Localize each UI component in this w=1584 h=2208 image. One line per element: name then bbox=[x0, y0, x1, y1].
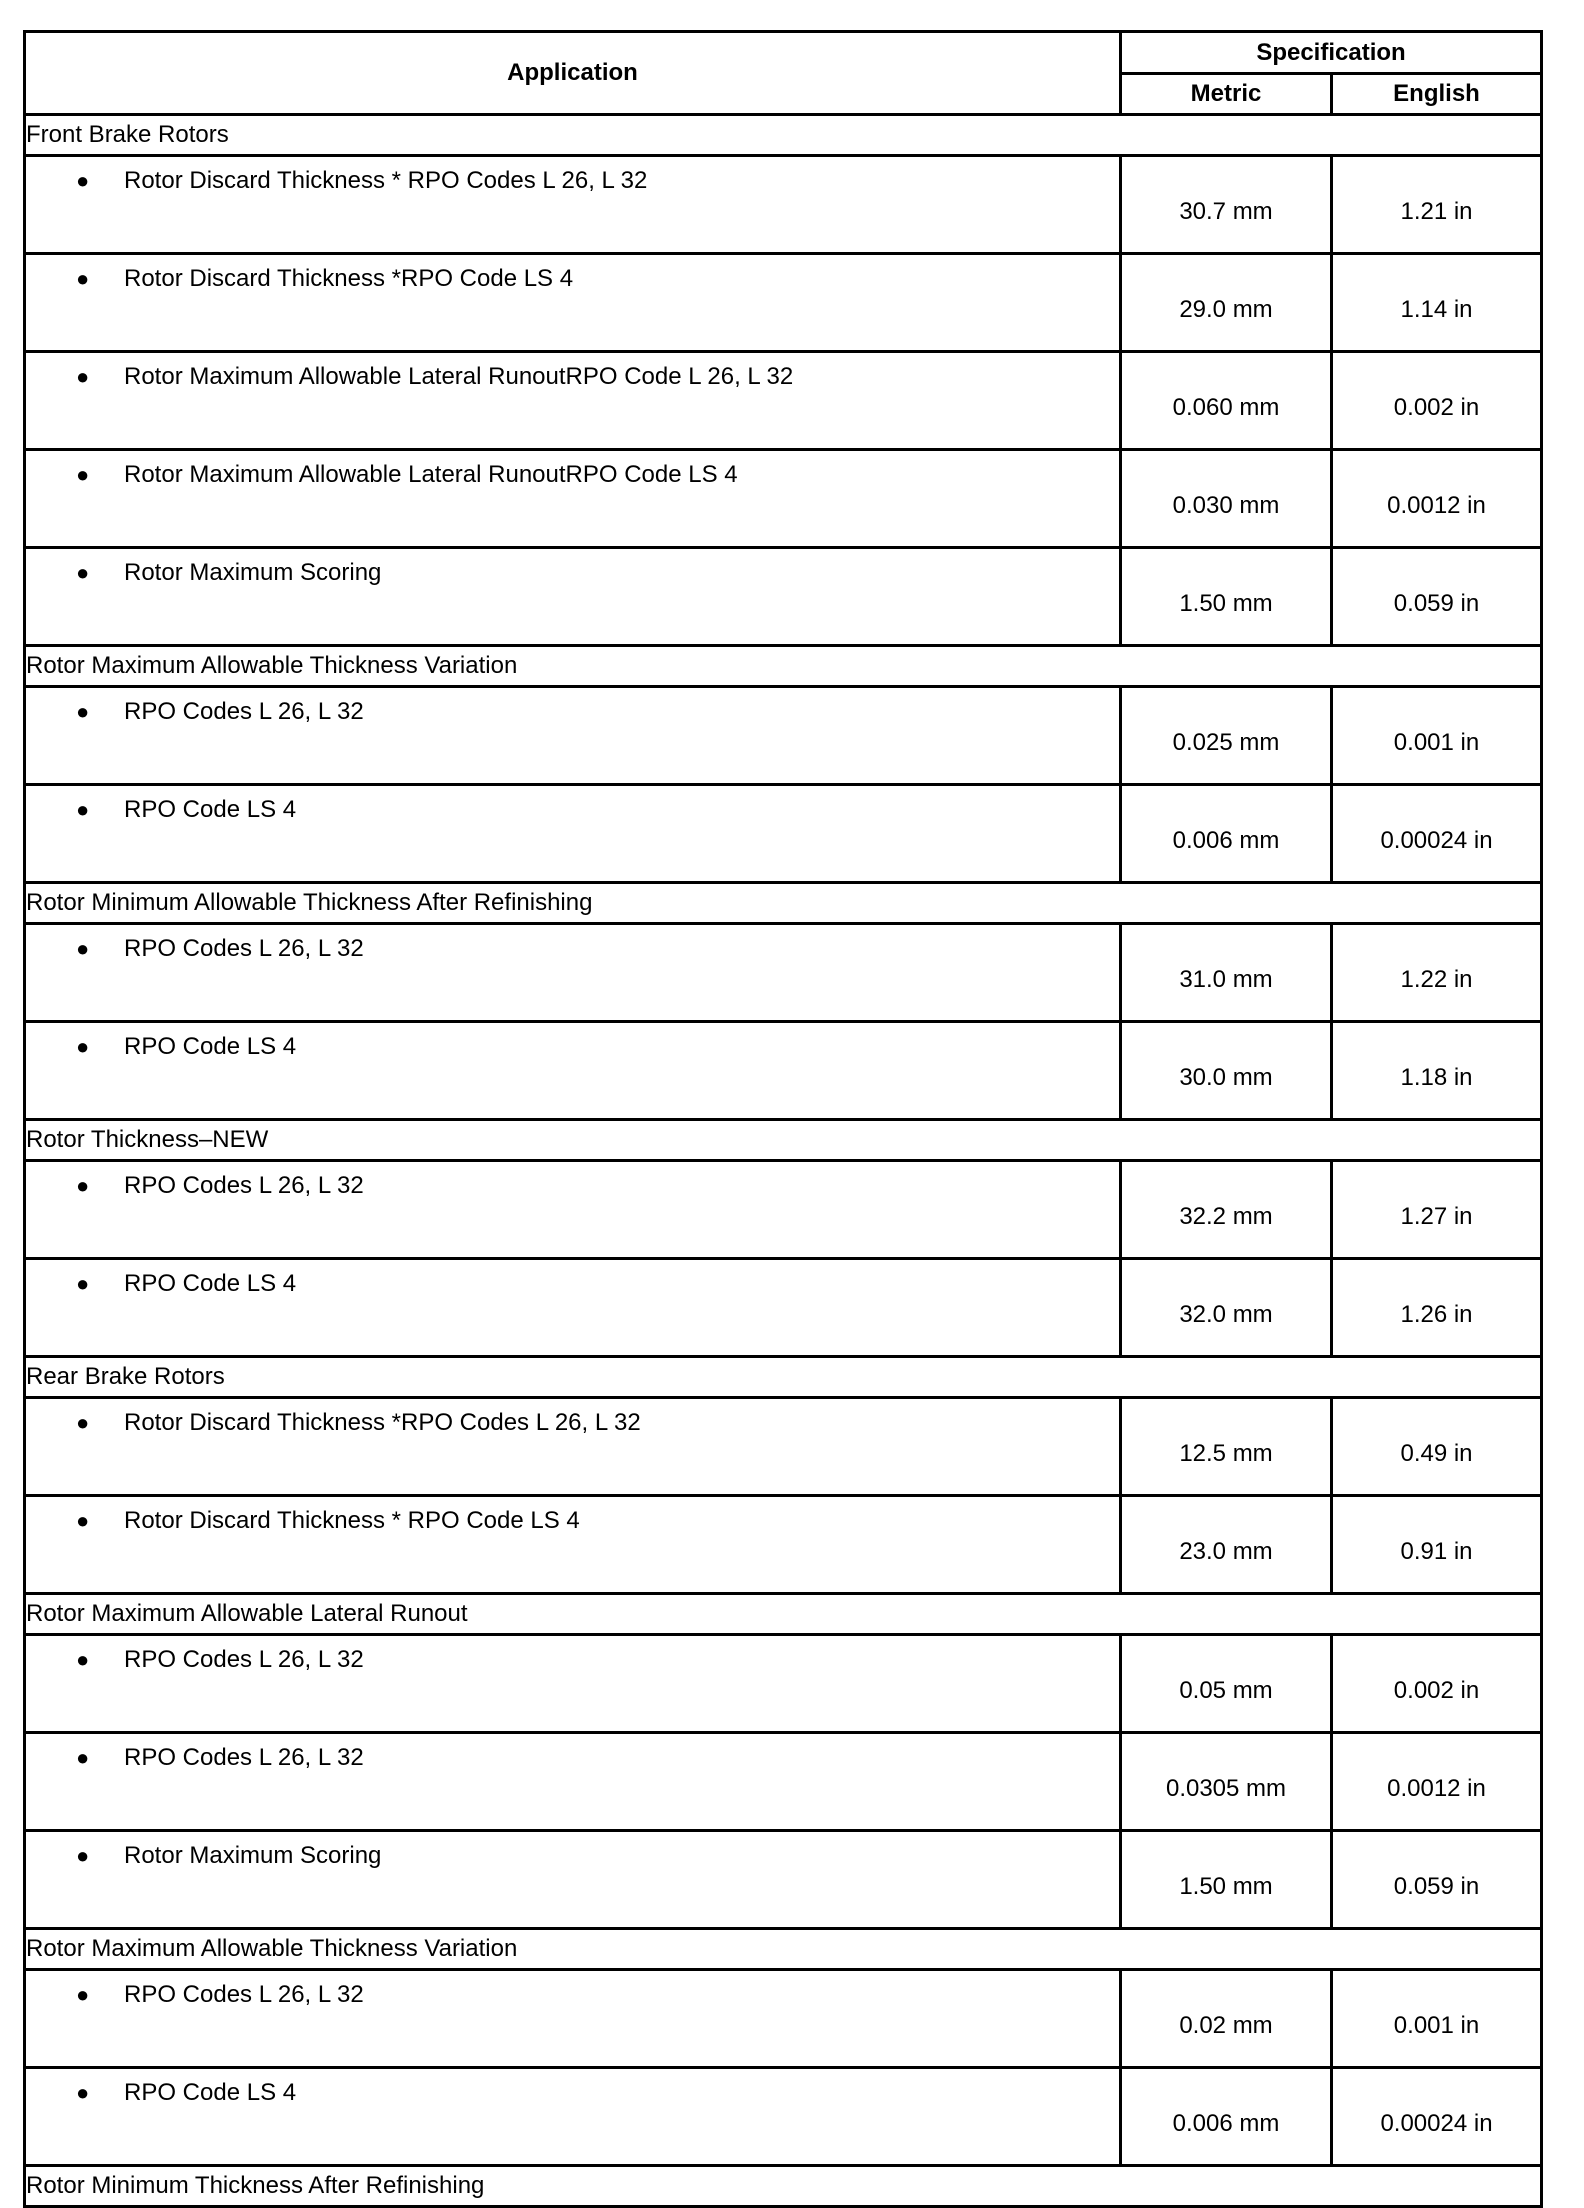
application-header: Application bbox=[25, 32, 1121, 115]
metric-value: 0.006 mm bbox=[1121, 785, 1332, 883]
application-cell bbox=[25, 687, 1121, 785]
table-row bbox=[25, 924, 1542, 1022]
table-row bbox=[25, 352, 1542, 450]
metric-value: 32.0 mm bbox=[1121, 1259, 1332, 1357]
table-row bbox=[25, 1635, 1542, 1733]
section-row bbox=[25, 1357, 1542, 1398]
application-cell bbox=[25, 1022, 1121, 1120]
section-label: Rear Brake Rotors bbox=[25, 1357, 1542, 1398]
english-value: 0.00024 in bbox=[1332, 785, 1542, 883]
section-row bbox=[25, 115, 1542, 156]
item-label: Rotor Maximum Scoring bbox=[124, 1842, 382, 1869]
metric-value: 0.025 mm bbox=[1121, 687, 1332, 785]
application-cell bbox=[25, 254, 1121, 352]
bullet-icon: ● bbox=[76, 266, 90, 291]
english-value: 1.21 in bbox=[1332, 156, 1542, 254]
english-value: 0.001 in bbox=[1332, 1970, 1542, 2068]
section-row bbox=[25, 1120, 1542, 1161]
item-label: Rotor Discard Thickness *RPO Code LS 4 bbox=[124, 265, 574, 292]
bullet-icon: ● bbox=[76, 1843, 90, 1868]
table-row bbox=[25, 1161, 1542, 1259]
item-label: RPO Codes L 26, L 32 bbox=[124, 1744, 364, 1771]
table-row bbox=[25, 254, 1542, 352]
item-label: RPO Codes L 26, L 32 bbox=[124, 1172, 364, 1199]
section-label: Rotor Thickness–NEW bbox=[25, 1120, 1542, 1161]
table-row bbox=[25, 548, 1542, 646]
application-cell bbox=[25, 1733, 1121, 1831]
section-row bbox=[25, 1929, 1542, 1970]
bullet-icon: ● bbox=[76, 1034, 90, 1059]
bullet-icon: ● bbox=[76, 1647, 90, 1672]
item-label: RPO Code LS 4 bbox=[124, 796, 297, 823]
table-row bbox=[25, 1496, 1542, 1594]
english-value: 0.0012 in bbox=[1332, 1733, 1542, 1831]
bullet-icon: ● bbox=[76, 2080, 90, 2105]
metric-value: 0.05 mm bbox=[1121, 1635, 1332, 1733]
bullet-icon: ● bbox=[76, 168, 90, 193]
english-value: 1.14 in bbox=[1332, 254, 1542, 352]
bullet-icon: ● bbox=[76, 699, 90, 724]
section-label: Front Brake Rotors bbox=[25, 115, 1542, 156]
english-value: 1.26 in bbox=[1332, 1259, 1542, 1357]
section-label: Rotor Maximum Allowable Thickness Variation bbox=[25, 1929, 1542, 1970]
item-label: Rotor Discard Thickness * RPO Code LS 4 bbox=[124, 1507, 580, 1534]
application-cell bbox=[25, 450, 1121, 548]
item-label: RPO Code LS 4 bbox=[124, 1270, 297, 1297]
metric-value: 0.030 mm bbox=[1121, 450, 1332, 548]
english-value: 0.91 in bbox=[1332, 1496, 1542, 1594]
metric-value: 23.0 mm bbox=[1121, 1496, 1332, 1594]
item-label: RPO Codes L 26, L 32 bbox=[124, 698, 364, 725]
specification-table bbox=[23, 30, 1543, 2208]
metric-value: 0.060 mm bbox=[1121, 352, 1332, 450]
specification-header: Specification bbox=[1121, 32, 1542, 74]
metric-value: 1.50 mm bbox=[1121, 1831, 1332, 1929]
item-label: RPO Code LS 4 bbox=[124, 1033, 297, 1060]
metric-value: 32.2 mm bbox=[1121, 1161, 1332, 1259]
section-row bbox=[25, 883, 1542, 924]
application-cell bbox=[25, 1398, 1121, 1496]
table-row bbox=[25, 1259, 1542, 1357]
english-value: 0.0012 in bbox=[1332, 450, 1542, 548]
table-row bbox=[25, 1831, 1542, 1929]
item-label: RPO Codes L 26, L 32 bbox=[124, 935, 364, 962]
metric-value: 0.0305 mm bbox=[1121, 1733, 1332, 1831]
table-row bbox=[25, 1398, 1542, 1496]
english-value: 0.059 in bbox=[1332, 548, 1542, 646]
application-cell bbox=[25, 1635, 1121, 1733]
english-value: 1.18 in bbox=[1332, 1022, 1542, 1120]
section-row bbox=[25, 2166, 1542, 2207]
bullet-icon: ● bbox=[76, 1745, 90, 1770]
item-label: Rotor Discard Thickness * RPO Codes L 26, L 32 bbox=[124, 167, 648, 194]
application-cell bbox=[25, 156, 1121, 254]
metric-value: 30.0 mm bbox=[1121, 1022, 1332, 1120]
bullet-icon: ● bbox=[76, 1271, 90, 1296]
section-label: Rotor Maximum Allowable Lateral Runout bbox=[25, 1594, 1542, 1635]
section-label: Rotor Maximum Allowable Thickness Variation bbox=[25, 646, 1542, 687]
bullet-icon: ● bbox=[76, 797, 90, 822]
application-cell bbox=[25, 1496, 1121, 1594]
bullet-icon: ● bbox=[76, 936, 90, 961]
section-row bbox=[25, 646, 1542, 687]
item-label: Rotor Discard Thickness *RPO Codes L 26, L 32 bbox=[124, 1409, 641, 1436]
table-row bbox=[25, 785, 1542, 883]
table-row bbox=[25, 450, 1542, 548]
english-value: 0.059 in bbox=[1332, 1831, 1542, 1929]
bullet-icon: ● bbox=[76, 364, 90, 389]
metric-value: 1.50 mm bbox=[1121, 548, 1332, 646]
metric-value: 31.0 mm bbox=[1121, 924, 1332, 1022]
bullet-icon: ● bbox=[76, 1508, 90, 1533]
bullet-icon: ● bbox=[76, 1410, 90, 1435]
application-cell bbox=[25, 785, 1121, 883]
application-cell bbox=[25, 2068, 1121, 2166]
application-cell bbox=[25, 1161, 1121, 1259]
bullet-icon: ● bbox=[76, 462, 90, 487]
section-label: Rotor Minimum Allowable Thickness After Refinishing bbox=[25, 883, 1542, 924]
item-label: Rotor Maximum Allowable Lateral RunoutRPO Code L 26, L 32 bbox=[124, 363, 794, 390]
specification-body bbox=[25, 115, 1542, 2207]
table-row bbox=[25, 1733, 1542, 1831]
table-row bbox=[25, 2068, 1542, 2166]
bullet-icon: ● bbox=[76, 1982, 90, 2007]
english-value: 1.27 in bbox=[1332, 1161, 1542, 1259]
item-label: RPO Codes L 26, L 32 bbox=[124, 1646, 364, 1673]
section-row bbox=[25, 1594, 1542, 1635]
application-cell bbox=[25, 548, 1121, 646]
metric-value: 30.7 mm bbox=[1121, 156, 1332, 254]
english-header: English bbox=[1332, 74, 1542, 115]
english-value: 0.49 in bbox=[1332, 1398, 1542, 1496]
table-row bbox=[25, 687, 1542, 785]
metric-header: Metric bbox=[1121, 74, 1332, 115]
section-label: Rotor Minimum Thickness After Refinishing bbox=[25, 2166, 1542, 2207]
application-cell bbox=[25, 1970, 1121, 2068]
application-cell bbox=[25, 352, 1121, 450]
english-value: 0.002 in bbox=[1332, 352, 1542, 450]
item-label: Rotor Maximum Scoring bbox=[124, 559, 382, 586]
metric-value: 0.006 mm bbox=[1121, 2068, 1332, 2166]
bullet-icon: ● bbox=[76, 1173, 90, 1198]
item-label: Rotor Maximum Allowable Lateral RunoutRPO Code LS 4 bbox=[124, 461, 738, 488]
application-cell bbox=[25, 1831, 1121, 1929]
item-label: RPO Code LS 4 bbox=[124, 2079, 297, 2106]
table-row bbox=[25, 1022, 1542, 1120]
application-cell bbox=[25, 1259, 1121, 1357]
application-cell bbox=[25, 924, 1121, 1022]
english-value: 0.00024 in bbox=[1332, 2068, 1542, 2166]
metric-value: 29.0 mm bbox=[1121, 254, 1332, 352]
english-value: 0.002 in bbox=[1332, 1635, 1542, 1733]
metric-value: 0.02 mm bbox=[1121, 1970, 1332, 2068]
english-value: 1.22 in bbox=[1332, 924, 1542, 1022]
bullet-icon: ● bbox=[76, 560, 90, 585]
table-row bbox=[25, 156, 1542, 254]
english-value: 0.001 in bbox=[1332, 687, 1542, 785]
item-label: RPO Codes L 26, L 32 bbox=[124, 1981, 364, 2008]
table-row bbox=[25, 1970, 1542, 2068]
metric-value: 12.5 mm bbox=[1121, 1398, 1332, 1496]
